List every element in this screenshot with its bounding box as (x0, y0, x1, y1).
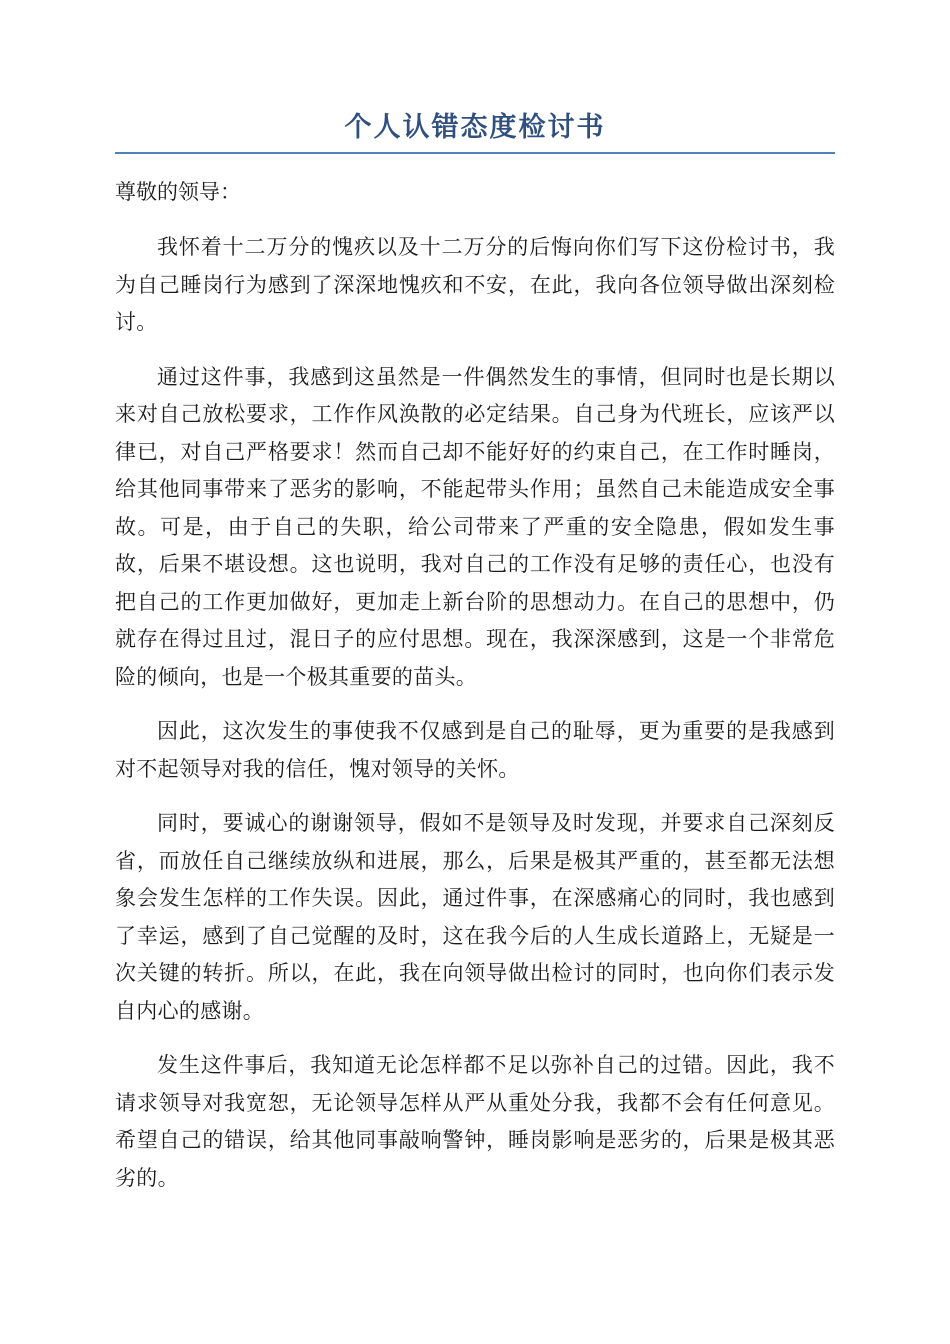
paragraph-3: 因此，这次发生的事使我不仅感到是自己的耻辱，更为重要的是我感到对不起领导对我的信任，愧对领导的关怀。 (115, 719, 835, 781)
paragraph-4: 同时，要诚心的谢谢领导，假如不是领导及时发现，并要求自己深刻反省，而放任自己继续放纵和进展，那么，后果是极其严重的，甚至都无法想象会发生怎样的工作失误。因此，通过件事，在深感痛心的同时，我也感到了幸运，感到了自己觉醒的及时，这在我今后的人生成长道路上，无疑是一次关键的转折。所以，在此，我在向领导做出检讨的同时，也向你们表示发自内心的感谢。 (115, 811, 835, 1023)
paragraph-2: 通过这件事，我感到这虽然是一件偶然发生的事情，但同时也是长期以来对自己放松要求，工作作风涣散的必定结果。自己身为代班长，应该严以律已，对自己严格要求！然而自己却不能好好的约束自己，在工作时睡岗，给其他同事带来了恶劣的影响，不能起带头作用；虽然自己未能造成安全事故。可是，由于自己的失职，给公司带来了严重的安全隐患，假如发生事故，后果不堪设想。这也说明，我对自己的工作没有足够的责任心，也没有把自己的工作更加做好，更加走上新台阶的思想动力。在自己的思想中，仍就存在得过且过，混日子的应付思想。现在，我深深感到，这是一个非常危险的倾向，也是一个极其重要的苗头。 (115, 364, 835, 689)
paragraph-1: 我怀着十二万分的愧疚以及十二万分的后悔向你们写下这份检讨书，我为自己睡岗行为感到了深深地愧疚和不安，在此，我向各位领导做出深刻检讨。 (115, 235, 835, 334)
document-page (115, 108, 835, 1214)
salutation: 尊敬的领导： (115, 180, 241, 204)
document-title: 个人认错态度检讨书 (115, 108, 835, 154)
paragraph-5: 发生这件事后，我知道无论怎样都不足以弥补自己的过错。因此，我不请求领导对我宽恕，无论领导怎样从严从重处分我，我都不会有任何意见。希望自己的错误，给其他同事敲响警钟，睡岗影响是恶劣的，后果是极其恶劣的。 (115, 1053, 835, 1190)
